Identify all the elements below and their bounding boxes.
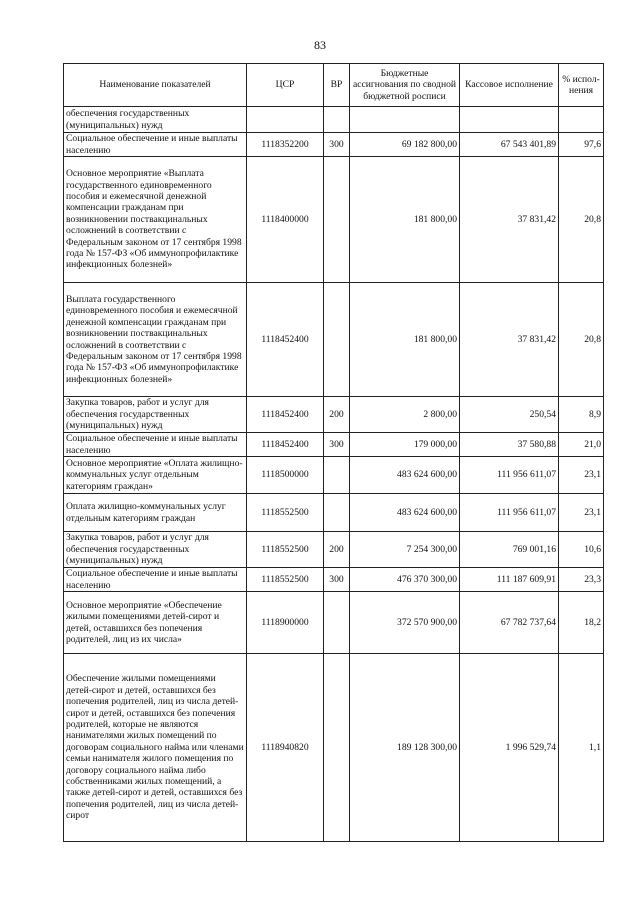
row-pct: 18,2 [559, 592, 604, 654]
header-cash: Кассовое исполнение [460, 64, 559, 107]
row-pct: 1,1 [559, 654, 604, 842]
page-number: 83 [314, 38, 326, 52]
row-pct: 23,1 [559, 494, 604, 532]
row-budget: 7 254 300,00 [350, 532, 460, 568]
row-name: Социальное обеспечение и иные выплаты населению [64, 433, 247, 457]
row-name: Выплата государственного единовременного пособия и ежемесячной денежной компенсации гражданам при возникновении поствакцинальных осложнений в соответствии с Федеральным законом от 17 сентября 1998 года № 157-ФЗ «Об иммунопрофилактике инфекционных болезней» [64, 283, 247, 397]
row-budget: 181 800,00 [350, 283, 460, 397]
row-cash: 111 956 611,07 [460, 494, 559, 532]
row-vr [324, 283, 350, 397]
row-budget: 181 800,00 [350, 157, 460, 283]
row-cash: 769 001,16 [460, 532, 559, 568]
header-vr: ВР [324, 64, 350, 107]
row-pct [559, 107, 604, 133]
row-vr [324, 457, 350, 494]
table-row [64, 568, 604, 592]
row-name: Основное мероприятие «Оплата жилищно-коммунальных услуг отдельным категориям граждан» [64, 457, 247, 494]
row-name: Социальное обеспечение и иные выплаты населению [64, 568, 247, 592]
header-pct: % испол-нения [559, 64, 604, 107]
row-csr: 1118452400 [247, 397, 324, 433]
row-cash: 67 543 401,89 [460, 133, 559, 157]
row-budget: 483 624 600,00 [350, 494, 460, 532]
table-row [64, 107, 604, 133]
table-row [64, 494, 604, 532]
row-pct: 23,3 [559, 568, 604, 592]
row-budget: 179 000,00 [350, 433, 460, 457]
row-csr: 1118552500 [247, 494, 324, 532]
row-vr: 300 [324, 568, 350, 592]
row-csr: 1118552500 [247, 568, 324, 592]
row-pct: 23,1 [559, 457, 604, 494]
row-budget: 483 624 600,00 [350, 457, 460, 494]
row-csr: 1118552500 [247, 532, 324, 568]
row-name: Основное мероприятие «Выплата государственного единовременного пособия и ежемесячной денежной компенсации гражданам при возникновении поствакцинальных осложнений в соответствии с Федеральным законом от 17 сентября 1998 года № 157-ФЗ «Об иммунопрофилактике инфекционных болезней» [64, 157, 247, 283]
table-row [64, 654, 604, 842]
row-budget: 476 370 300,00 [350, 568, 460, 592]
header-budget: Бюджетные ассигнования по сводной бюджетной росписи [350, 64, 460, 107]
row-csr: 1118452400 [247, 283, 324, 397]
row-pct: 20,8 [559, 157, 604, 283]
row-cash: 67 782 737,64 [460, 592, 559, 654]
row-cash: 111 956 611,07 [460, 457, 559, 494]
table-row [64, 397, 604, 433]
row-csr [247, 107, 324, 133]
row-name: обеспечения государственных (муниципальных) нужд [64, 107, 247, 133]
row-vr: 200 [324, 397, 350, 433]
row-name: Социальное обеспечение и иные выплаты населению [64, 133, 247, 157]
row-csr: 1118452400 [247, 433, 324, 457]
row-csr: 1118500000 [247, 457, 324, 494]
row-budget: 2 800,00 [350, 397, 460, 433]
table-row [64, 283, 604, 397]
row-csr: 1118400000 [247, 157, 324, 283]
table-row [64, 133, 604, 157]
header-csr: ЦСР [247, 64, 324, 107]
row-cash: 37 580,88 [460, 433, 559, 457]
row-pct: 97,6 [559, 133, 604, 157]
row-vr [324, 654, 350, 842]
row-cash [460, 107, 559, 133]
budget-table [63, 63, 604, 842]
row-budget [350, 107, 460, 133]
row-budget: 372 570 900,00 [350, 592, 460, 654]
row-vr [324, 494, 350, 532]
row-csr: 1118352200 [247, 133, 324, 157]
row-cash: 37 831,42 [460, 157, 559, 283]
row-name: Обеспечение жилыми помещениями детей-сирот и детей, оставшихся без попечения родителей, лиц из числа детей-сирот и детей, оставшихся без попечения родителей, которые не являются нанимателями жилых помещений по договорам социального найма или членами семьи нанимателя жилого помещения по договору социального найма либо собственниками жилых помещений, а также детей-сирот и детей, оставшихся без попечения родителей, лиц из числа детей-сирот [64, 654, 247, 842]
row-vr [324, 592, 350, 654]
table-row [64, 457, 604, 494]
row-pct: 8,9 [559, 397, 604, 433]
row-cash: 1 996 529,74 [460, 654, 559, 842]
row-budget: 69 182 800,00 [350, 133, 460, 157]
header-name: Наименование показателей [64, 64, 247, 107]
row-vr [324, 157, 350, 283]
row-csr: 1118940820 [247, 654, 324, 842]
row-vr: 300 [324, 433, 350, 457]
row-name: Основное мероприятие «Обеспечение жилыми помещениями детей-сирот и детей, оставшихся без попечения родителей, лиц из их числа» [64, 592, 247, 654]
table-row [64, 532, 604, 568]
row-name: Закупка товаров, работ и услуг для обеспечения государственных (муниципальных) нужд [64, 397, 247, 433]
row-budget: 189 128 300,00 [350, 654, 460, 842]
row-cash: 111 187 609,91 [460, 568, 559, 592]
row-cash: 37 831,42 [460, 283, 559, 397]
table-row [64, 592, 604, 654]
row-csr: 1118900000 [247, 592, 324, 654]
table-row [64, 157, 604, 283]
row-vr: 200 [324, 532, 350, 568]
row-cash: 250,54 [460, 397, 559, 433]
row-pct: 10,6 [559, 532, 604, 568]
row-pct: 20,8 [559, 283, 604, 397]
row-vr [324, 107, 350, 133]
table-header-row [64, 64, 604, 107]
row-vr: 300 [324, 133, 350, 157]
table-row [64, 433, 604, 457]
row-name: Закупка товаров, работ и услуг для обеспечения государственных (муниципальных) нужд [64, 532, 247, 568]
row-pct: 21,0 [559, 433, 604, 457]
row-name: Оплата жилищно-коммунальных услуг отдельным категориям граждан [64, 494, 247, 532]
